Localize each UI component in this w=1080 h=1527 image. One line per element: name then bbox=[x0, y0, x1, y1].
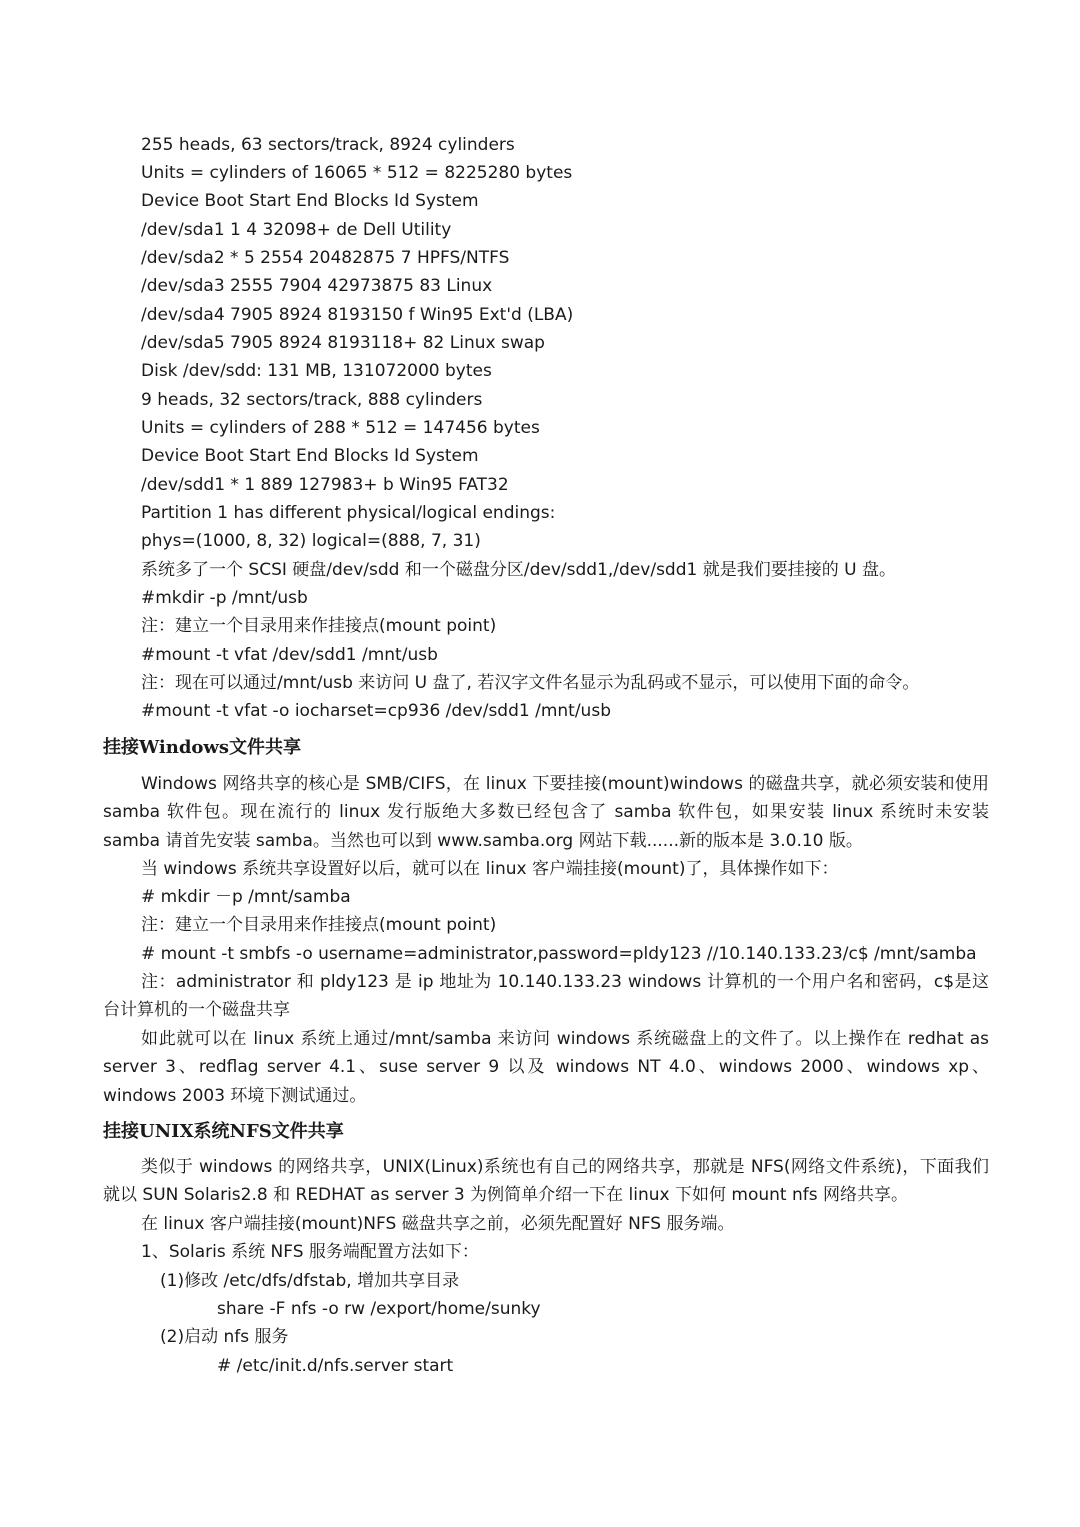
fdisk-line: phys=(1000, 8, 32) logical=(888, 7, 31) bbox=[141, 531, 481, 551]
nfs-intro-paragraph: 类似于 windows 的网络共享，UNIX(Linux)系统也有自己的网络共享，那就是 NFS(网络文件系统)，下面我们就以 SUN Solaris2.8 和 REDHAT as server 3 为例简单介绍一下在 linux 下如何 mount nfs 网络共享。 bbox=[103, 1157, 989, 1206]
note-line: 注：建立一个目录用来作挂接点(mount point) bbox=[141, 915, 497, 935]
substep-line: (2)启动 nfs 服务 bbox=[160, 1327, 289, 1347]
fdisk-line: Disk /dev/sdd: 131 MB, 131072000 bytes bbox=[141, 361, 492, 381]
tested-paragraph: 如此就可以在 linux 系统上通过/mnt/samba 来访问 windows 系统磁盘上的文件了。以上操作在 redhat as server 3、redflag server 4.1、suse server 9 以及 windows NT 4.0、windows 2000、windows xp、windows 2003 环境下测试通过。 bbox=[103, 1029, 989, 1106]
step-line: 1、Solaris 系统 NFS 服务端配置方法如下： bbox=[141, 1242, 479, 1262]
fdisk-line: Units = cylinders of 288 * 512 = 147456 bytes bbox=[141, 418, 540, 438]
usb-disk-note: 系统多了一个 SCSI 硬盘/dev/sdd 和一个磁盘分区/dev/sdd1,/dev/sdd1 就是我们要挂接的 U 盘。 bbox=[141, 560, 896, 580]
fdisk-line: /dev/sdd1 * 1 889 127983+ b Win95 FAT32 bbox=[141, 475, 509, 495]
fdisk-line: /dev/sda4 7905 8924 8193150 f Win95 Ext'd (LBA) bbox=[141, 305, 574, 325]
text-line: 当 windows 系统共享设置好以后，就可以在 linux 客户端挂接(mount)了，具体操作如下： bbox=[141, 859, 839, 879]
section-heading-windows: 挂接Windows文件共享 bbox=[103, 737, 302, 758]
command-line: #mount -t vfat /dev/sdd1 /mnt/usb bbox=[141, 645, 438, 665]
command-line: #mkdir -p /mnt/usb bbox=[141, 588, 308, 608]
fdisk-line: Device Boot Start End Blocks Id System bbox=[141, 446, 479, 466]
fdisk-line: Units = cylinders of 16065 * 512 = 8225280 bytes bbox=[141, 163, 573, 183]
fdisk-line: Device Boot Start End Blocks Id System bbox=[141, 191, 479, 211]
substep-line: (1)修改 /etc/dfs/dfstab, 增加共享目录 bbox=[160, 1271, 460, 1291]
windows-intro-paragraph: Windows 网络共享的核心是 SMB/CIFS，在 linux 下要挂接(mount)windows 的磁盘共享，就必须安装和使用 samba 软件包。现在流行的 linux 发行版绝大多数已经包含了 samba 软件包，如果安装 linux 系统时未安装 samba 请首先安装 samba。当然也可以到 www.samba.org 网站下载......新的版本是 3.0.10 版。 bbox=[103, 774, 989, 851]
note-line: 注：现在可以通过/mnt/usb 来访问 U 盘了, 若汉字文件名显示为乱码或不显示，可以使用下面的命令。 bbox=[141, 673, 920, 693]
note-line: 注：建立一个目录用来作挂接点(mount point) bbox=[141, 616, 497, 636]
command-line: share -F nfs -o rw /export/home/sunky bbox=[217, 1299, 541, 1319]
fdisk-line: /dev/sda5 7905 8924 8193118+ 82 Linux swap bbox=[141, 333, 545, 353]
command-line: # mkdir －p /mnt/samba bbox=[141, 887, 351, 907]
fdisk-line: Partition 1 has different physical/logical endings: bbox=[141, 503, 556, 523]
command-line: #mount -t vfat -o iocharset=cp936 /dev/sdd1 /mnt/usb bbox=[141, 701, 611, 721]
user-note-paragraph: 注：administrator 和 pldy123 是 ip 地址为 10.140.133.23 windows 计算机的一个用户名和密码，c$是这台计算机的一个磁盘共享 bbox=[103, 972, 989, 1021]
fdisk-line: 9 heads, 32 sectors/track, 888 cylinders bbox=[141, 390, 483, 410]
command-line: # /etc/init.d/nfs.server start bbox=[217, 1356, 454, 1376]
command-line: # mount -t smbfs -o username=administrator,password=pldy123 //10.140.133.23/c$ /mnt/samba bbox=[141, 944, 977, 964]
fdisk-line: 255 heads, 63 sectors/track, 8924 cylinders bbox=[141, 135, 515, 155]
text-line: 在 linux 客户端挂接(mount)NFS 磁盘共享之前，必须先配置好 NFS 服务端。 bbox=[141, 1214, 735, 1234]
fdisk-line: /dev/sda3 2555 7904 42973875 83 Linux bbox=[141, 276, 493, 296]
section-heading-nfs: 挂接UNIX系统NFS文件共享 bbox=[103, 1121, 344, 1142]
fdisk-line: /dev/sda1 1 4 32098+ de Dell Utility bbox=[141, 220, 452, 240]
fdisk-line: /dev/sda2 * 5 2554 20482875 7 HPFS/NTFS bbox=[141, 248, 510, 268]
